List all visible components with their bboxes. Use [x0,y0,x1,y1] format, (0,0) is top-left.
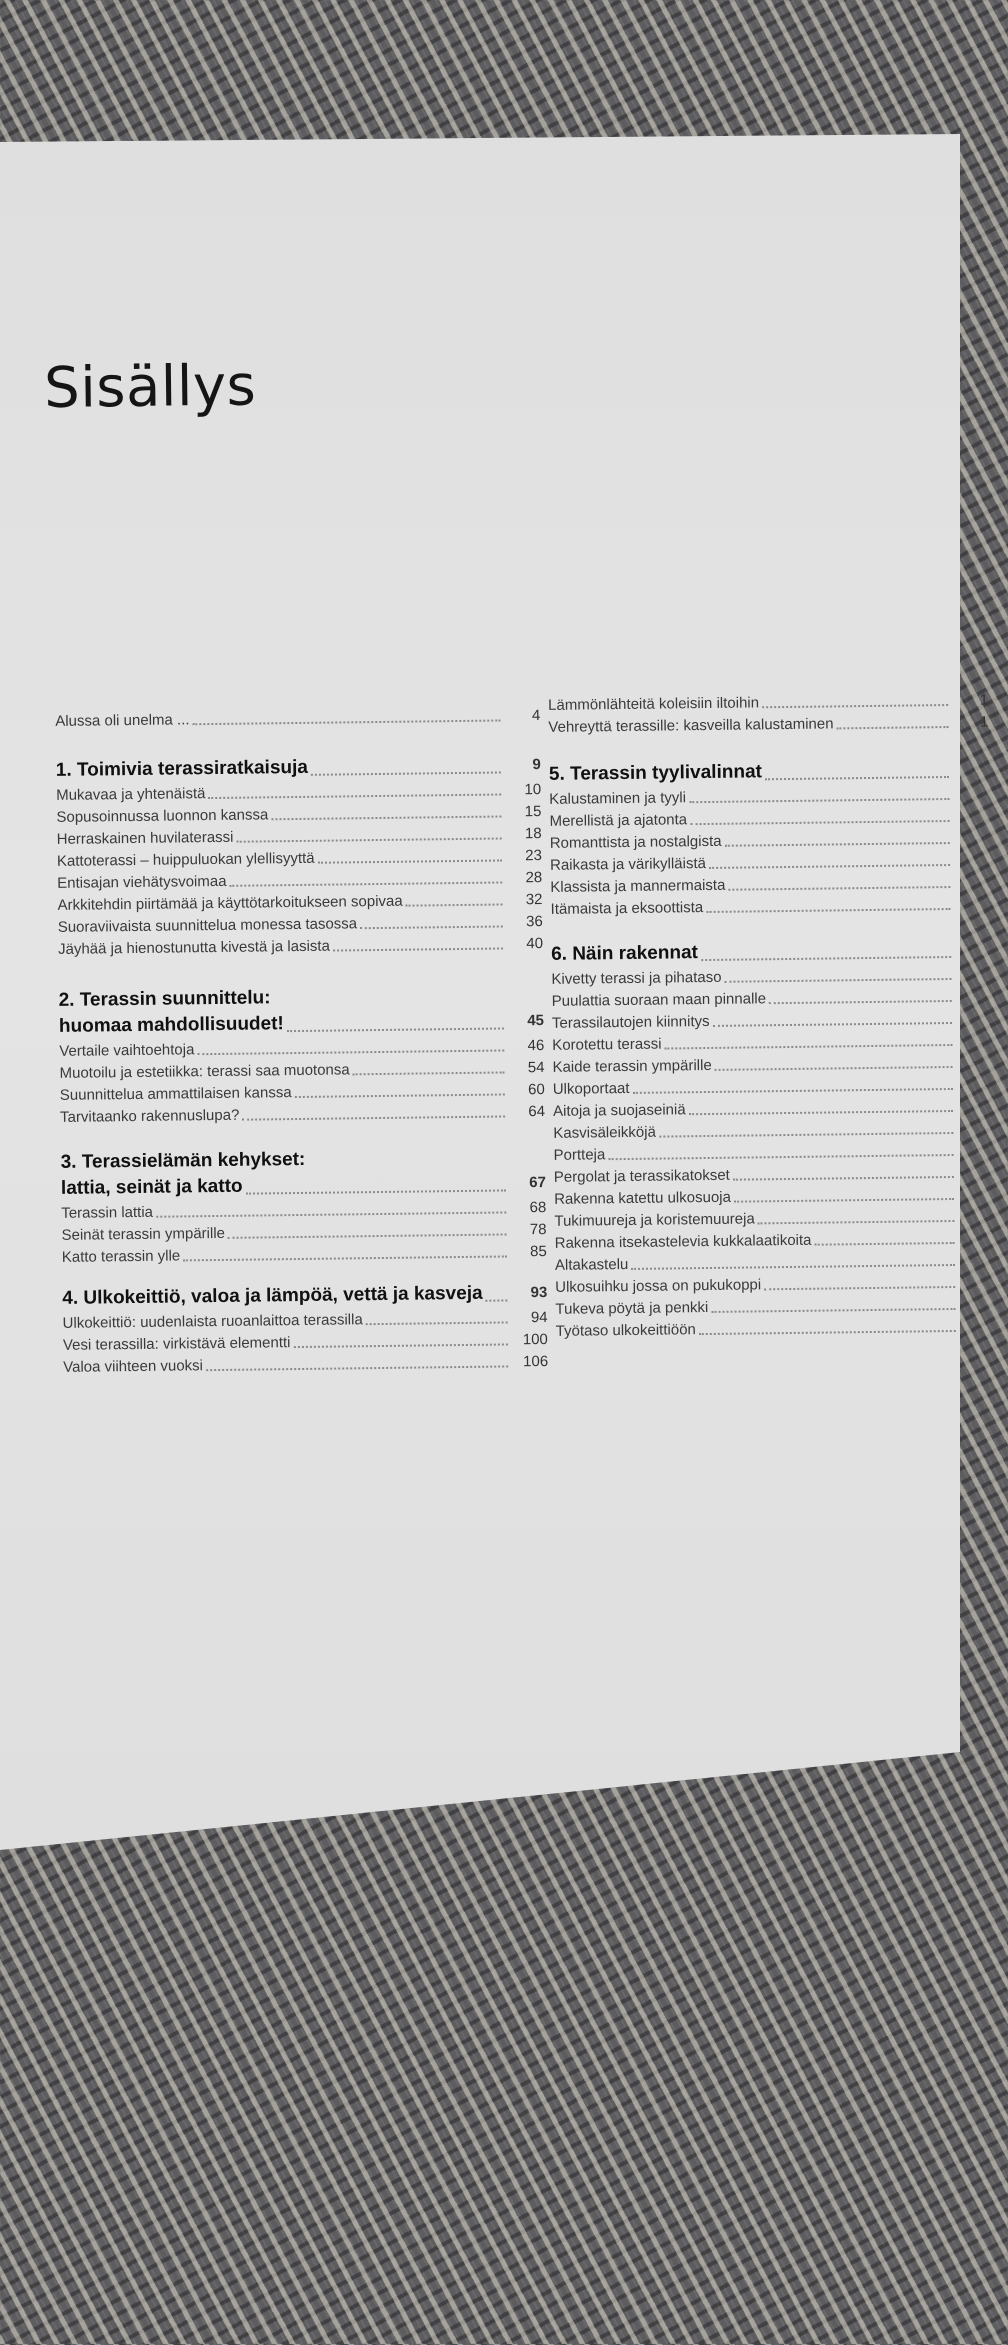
toc-entry-label: Altakastelu [555,1255,629,1276]
toc-entry-page-number: 78 [510,1220,546,1240]
toc-entry-page-number: 46 [508,1036,544,1056]
toc-entry-label: Tukeva pöytä ja penkki [555,1298,708,1320]
toc-entry-label: Vesi terassilla: virkistävä elementti [63,1333,291,1356]
dot-leader [333,947,503,951]
chapter-heading-label: lattia, seinät ja katto [61,1174,243,1202]
dot-leader [690,820,949,825]
toc-entry-label: Tarvitaanko rakennuslupa? [60,1106,240,1128]
toc-entry-page-number: 23 [506,846,542,866]
dot-leader [193,720,501,726]
dot-leader [274,1003,504,1006]
dot-leader [764,1286,955,1290]
dot-leader [294,1343,508,1348]
toc-entry-label: Merellistä ja ajatonta [549,810,687,832]
toc-entry-label: Rakenna katettu ulkosuoja [554,1188,731,1210]
dot-leader [230,881,503,886]
dot-leader [271,815,501,820]
toc-entry [55,704,540,732]
right-column-section [551,937,996,1342]
dot-leader [765,776,949,780]
toc-entry-page-number: 68 [510,1198,546,1218]
toc-entry-label: Seinät terassin ympärille [61,1224,225,1246]
toc-entry-label: Korotettu terassi [552,1035,661,1056]
toc-entry-label: Itämaista ja eksoottista [550,898,703,920]
dot-leader [713,1022,952,1027]
dot-leader [758,1220,955,1224]
dot-leader [728,886,950,891]
toc-entry-label: Muotoilu ja estetiikka: terassi saa muotonsa [59,1060,349,1084]
dot-leader [837,726,949,729]
dot-leader [236,837,501,842]
left-column-section [60,1144,546,1268]
toc-entry-label: Portteja [553,1145,605,1166]
dot-leader [608,1154,953,1160]
dot-leader [246,1189,506,1194]
toc-entry-label: Sopusoinnussa luonnon kanssa [56,805,268,828]
toc-entry-label: Arkkitehdin piirtämää ja käyttötarkoitukseen sopivaa [57,892,402,916]
toc-entry-label: Rakenna itsekastelevia kukkalaatikoita [555,1231,812,1254]
chapter-heading-label: 6. Näin rakennat [551,940,698,968]
dot-leader [208,793,501,799]
toc-entry-label: Ulkokeittiö: uudenlaista ruoanlaittoa terassilla [63,1310,363,1334]
dot-leader [360,925,503,929]
toc-entry-label: Työtaso ulkokeittiöön [556,1320,696,1342]
chapter-heading-page-number: 45 [508,1008,544,1034]
toc-entry-page-number: 100 [512,1330,548,1350]
dot-leader [311,771,501,775]
toc-entry-label: Kalustaminen ja tyyli [549,788,686,810]
dot-leader [486,1299,508,1301]
chapter-heading-label: 4. Ulkokeittiö, valoa ja lämpöä, vettä ja kasveja [62,1281,483,1312]
dot-leader [366,1321,508,1325]
dot-leader [406,903,503,906]
toc-entry-label: Kasvisäleikköjä [553,1123,656,1144]
left-column-section [62,1280,548,1378]
dot-leader [659,1132,953,1138]
toc-entry-page-number: 4 [504,706,540,726]
toc-entry-page-number: 18 [506,824,542,844]
dot-leader [769,1000,952,1004]
toc-entry-page-number: 60 [509,1080,545,1100]
toc-entry-page-number: 28 [506,868,542,888]
chapter-heading-label: 1. Toimivia terassiratkaisuja [56,755,308,784]
toc-entry-label: Aitoja ja suojaseiniä [553,1100,686,1122]
toc-entry-page-number: 40 [507,934,543,954]
toc-entry-label: Suunnittelua ammattilaisen kanssa [60,1083,292,1106]
toc-entry-label: Ulkosuihku jossa on pukukoppi [555,1275,761,1298]
toc-entry-page-number: 94 [511,1308,547,1328]
toc-entry-page-number: 54 [508,1058,544,1078]
toc-entry-label: Lämmönlähteitä koleisiin iltoihin [548,693,759,716]
dot-leader [633,1088,953,1094]
dot-leader [665,1044,953,1050]
dot-leader [183,1255,507,1261]
right-column-section [548,689,989,738]
toc-entry-page-number: 32 [506,890,542,910]
dot-leader [308,1165,505,1167]
chapter-heading-page-number: 9 [505,752,541,778]
dot-leader [709,864,950,869]
left-column-section [59,982,546,1128]
toc-entry-label: Jäyhää ja hienostunutta kivestä ja lasista [58,937,330,960]
dot-leader [762,704,948,708]
toc-entry-label: Kaide terassin ympärille [552,1056,711,1078]
toc-entry-page-number: 36 [507,912,543,932]
left-column-section [55,704,540,732]
dot-leader [197,1049,504,1055]
toc-entry-label: Valoa viihteen vuoksi [63,1356,203,1378]
chapter-heading-label: 2. Terassin suunnittelu: [59,985,271,1014]
toc-entry-label: Klassista ja mannermaista [550,876,725,898]
toc-entry-label: Kattoterassi – huippuluokan ylellisyyttä [57,849,315,872]
toc-entry-label: Ulkoportaat [553,1079,630,1100]
dot-leader [699,1330,956,1335]
dot-leader [242,1115,505,1120]
toc-entry-label: Mukavaa ja yhtenäistä [56,784,205,806]
toc-entries [0,0,951,1]
chapter-heading-label: 3. Terassielämän kehykset: [60,1147,305,1176]
dot-leader [156,1211,506,1217]
right-column-section [549,757,991,920]
toc-entry-page-number: 106 [512,1352,548,1372]
dot-leader [295,1093,505,1098]
toc-entry-label: Raikasta ja värikylläistä [550,854,706,876]
toc-entry-page-number: 1 [952,713,988,733]
toc-entry-label: Tukimuureja ja koristemuureja [554,1209,755,1231]
toc-entry-page-number: 64 [509,1102,545,1122]
dot-leader [701,956,951,961]
dot-leader [353,1071,505,1075]
toc-entry-page-number: 1 [952,691,988,711]
toc-entry-label: Puulattia suoraan maan pinnalle [552,989,767,1012]
dot-leader [287,1027,504,1032]
toc-entry-label: Kivetty terassi ja pihataso [551,968,721,990]
toc-entry-label: Romanttista ja nostalgista [550,832,722,854]
dot-leader [689,798,949,803]
toc-entry-label: Vertaile vaihtoehtoja [59,1040,194,1062]
page-title: Sisällys [44,353,257,421]
toc-entry-label: Entisajan viehätysvoimaa [57,872,226,894]
toc-entry-label: Herraskainen huvilaterassi [57,828,234,850]
dot-leader [725,842,950,847]
dot-leader [631,1264,955,1270]
chapter-heading-page-number: 93 [511,1280,547,1306]
chapter-heading-label: 5. Terassin tyylivalinnat [549,759,762,788]
toc-entry-label: Alussa oli unelma ... [55,710,189,732]
chapter-heading-page-number: 67 [510,1170,546,1196]
toc-entry-label: Katto terassin ylle [62,1246,181,1267]
dot-leader [715,1066,953,1071]
dot-leader [725,978,952,983]
toc-entry-label: Vehreyttä terassille: kasveilla kalustaminen [548,714,833,737]
toc-entry-label: Terassilautojen kiinnitys [552,1012,710,1034]
toc-entry-label: Pergolat ja terassikatokset [554,1166,730,1188]
toc-entry-page-number: 10 [505,780,541,800]
chapter-heading-label: huomaa mahdollisuudet! [59,1011,284,1040]
toc-entry-label: Suoraviivaista suunnittelua monessa tasossa [58,914,358,938]
left-column-section [56,752,543,960]
dot-leader [706,908,950,913]
dot-leader [318,859,502,863]
dot-leader [815,1242,955,1246]
toc-entry-page-number: 15 [505,802,541,822]
dot-leader [733,1176,954,1181]
toc-entry-page-number: 85 [511,1242,547,1262]
dot-leader [711,1308,955,1313]
dot-leader [228,1233,507,1238]
toc-entry-label: Terassin lattia [61,1203,153,1224]
dot-leader [206,1365,508,1371]
dot-leader [734,1198,954,1203]
dot-leader [689,1110,953,1115]
